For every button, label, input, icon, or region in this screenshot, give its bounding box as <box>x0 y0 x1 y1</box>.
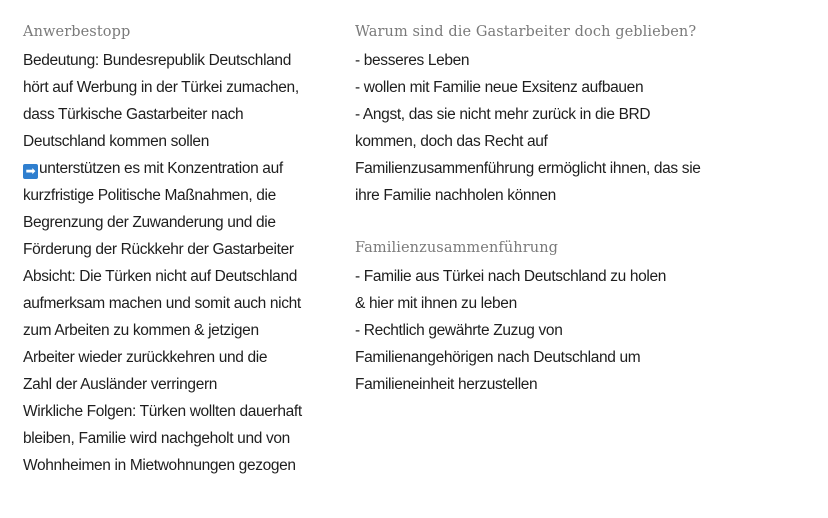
text-line: - wollen mit Familie neue Exsitenz aufbauen <box>355 79 644 96</box>
text-line: Familienzusammenführung ermöglicht ihnen, das sie <box>355 160 701 177</box>
heading-anwerbestopp: Anwerbestopp <box>23 24 131 40</box>
text-line: Wohnheimen in Mietwohnungen gezogen <box>23 457 296 474</box>
left-column <box>23 21 323 479</box>
text-line: Bedeutung: Bundesrepublik Deutschland <box>23 52 291 69</box>
text-line: & hier mit ihnen zu leben <box>355 295 517 312</box>
section-spacer <box>355 209 695 237</box>
text-line-content: unterstützen es mit Konzentration auf <box>39 160 283 177</box>
heading-familienzusammenfuehrung: Familienzusammenführung <box>355 240 559 256</box>
text-line: Familieneinheit herzustellen <box>355 376 538 393</box>
text-line: bleiben, Familie wird nachgeholt und von <box>23 430 290 447</box>
text-line: kurzfristige Politische Maßnahmen, die <box>23 187 276 204</box>
text-line: - Rechtlich gewährte Zuzug von <box>355 322 563 339</box>
right-arrow-icon: ➡ <box>23 164 38 179</box>
text-line-with-arrow <box>23 155 323 182</box>
right-column <box>355 21 701 398</box>
text-line: Begrenzung der Zuwanderung und die <box>23 214 276 231</box>
text-line: Deutschland kommen sollen <box>23 133 209 150</box>
text-line: Familienangehörigen nach Deutschland um <box>355 349 641 366</box>
text-line: dass Türkische Gastarbeiter nach <box>23 106 244 123</box>
text-line: aufmerksam machen und somit auch nicht <box>23 295 301 312</box>
text-line: Wirkliche Folgen: Türken wollten dauerhaft <box>23 403 302 420</box>
text-line: zum Arbeiten zu kommen & jetzigen <box>23 322 259 339</box>
text-line: - Familie aus Türkei nach Deutschland zu holen <box>355 268 667 285</box>
heading-warum-geblieben: Warum sind die Gastarbeiter doch geblieben? <box>355 24 697 40</box>
text-line: - Angst, das sie nicht mehr zurück in die BRD <box>355 106 651 123</box>
text-line: kommen, doch das Recht auf <box>355 133 548 150</box>
text-line: Absicht: Die Türken nicht auf Deutschland <box>23 268 297 285</box>
text-line: Förderung der Rückkehr der Gastarbeiter <box>23 241 294 258</box>
text-line: Zahl der Ausländer verringern <box>23 376 218 393</box>
text-line: ihre Familie nachholen können <box>355 187 556 204</box>
text-line: - besseres Leben <box>355 52 470 69</box>
text-line: Arbeiter wieder zurückkehren und die <box>23 349 268 366</box>
text-line: hört auf Werbung in der Türkei zumachen, <box>23 79 299 96</box>
